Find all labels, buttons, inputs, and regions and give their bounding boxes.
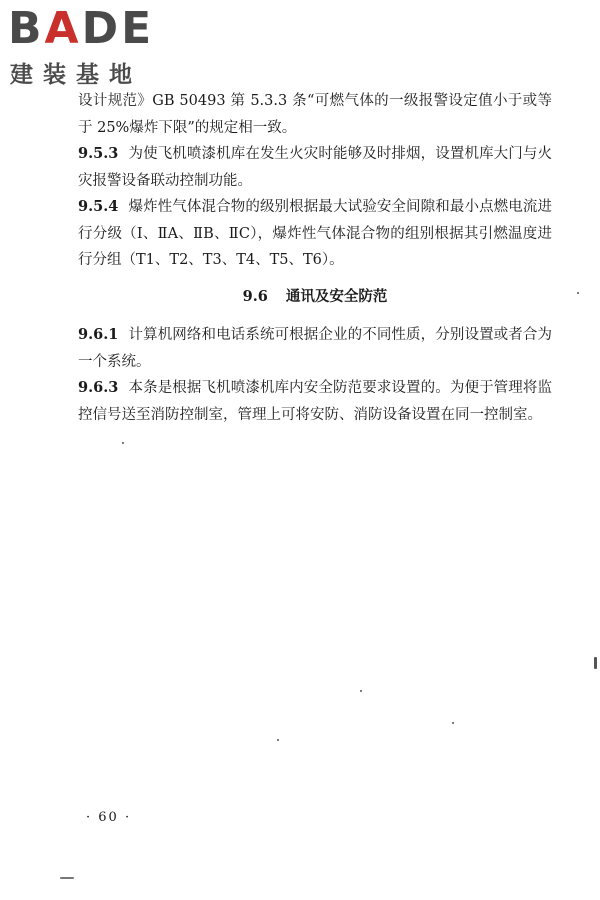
scan-speck: [360, 690, 362, 692]
section-heading: [78, 284, 552, 311]
scan-speck: [122, 442, 124, 444]
clause-9-6-3: 9.6.3 本条是根据飞机喷漆机库内安全防范要求设置的。为便于管理将监控信号送至消防控制室，管理上可将安防、消防设备设置在同一控制室。: [78, 379, 552, 423]
clause-9-5-3: 9.5.3 为使飞机喷漆机库在发生火灾时能够及时排烟，设置机库大门与火灾报警设备联动控制功能。: [78, 145, 552, 189]
scan-speck: [60, 877, 74, 879]
clause-9-6-1: 9.6.1 计算机网络和电话系统可根据企业的不同性质，分别设置或者合为一个系统。: [78, 326, 552, 370]
clause-number: 9.5.4: [78, 198, 119, 215]
document-body: [78, 88, 552, 428]
scan-speck: [594, 657, 597, 669]
logo-wordmark: BADE: [8, 3, 155, 54]
section-title-text: 通讯及安全防范: [285, 287, 388, 305]
clause-number: 9.6.1: [78, 326, 119, 343]
scan-speck: [277, 739, 279, 741]
brand-logo: [8, 4, 178, 86]
clause-9-5-4: 9.5.4 爆炸性气体混合物的级别根据最大试验安全间隙和最小点燃电流进行分级（Ⅰ、ⅡA、ⅡB、ⅡC），爆炸性气体混合物的组别根据其引燃温度进行分组（T1、T2、T3、T4、T5、T6）。: [78, 198, 552, 268]
logo-subtitle: 建装基地: [10, 62, 142, 88]
clause-number: 9.5.3: [78, 145, 119, 162]
clause-number: 9.6.3: [78, 379, 119, 396]
page-number: · 60 ·: [86, 810, 132, 825]
section-number: 9.6: [242, 287, 268, 305]
paragraph: 设计规范》GB 50493 第 5.3.3 条“可燃气体的一级报警设定值小于或等于 25%爆炸下限”的规定相一致。: [78, 93, 552, 136]
scan-speck: [577, 292, 579, 294]
scan-speck: [452, 722, 454, 724]
